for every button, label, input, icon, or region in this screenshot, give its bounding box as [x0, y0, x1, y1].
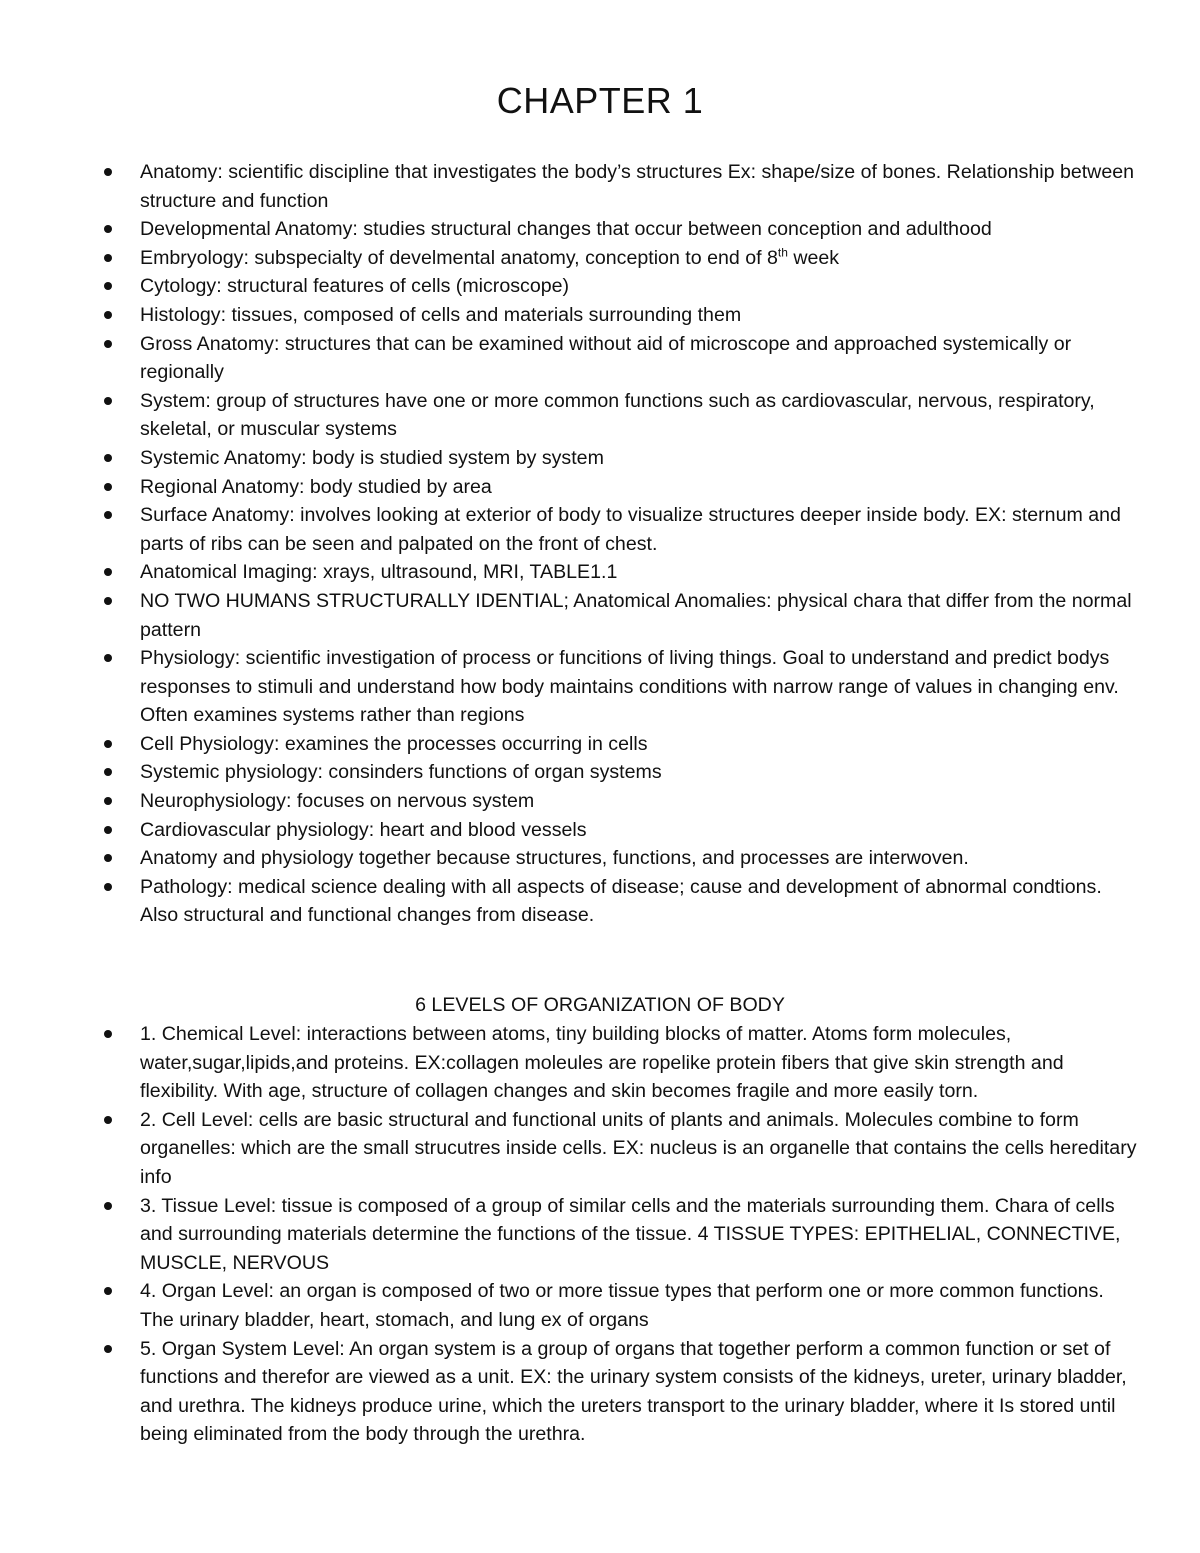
list-item [140, 244, 1140, 273]
list-item [140, 1192, 1140, 1278]
list-item-text: 5. Organ System Level: An organ system is a group of organs that together perform a common function or set of functions and therefor are viewed as a unit. EX: the urinary system consists of the kidneys, ureter, urinary bladder, and urethra. The kidneys produce urine, which the ureters transport to the urinary bladder, where it Is stored until being eliminated from the body through the urethra. [140, 1337, 1127, 1446]
section-heading: 6 LEVELS OF ORGANIZATION OF BODY [415, 994, 785, 1016]
list-item [140, 730, 1140, 759]
bullet-icon [104, 826, 112, 834]
bullet-icon [104, 397, 112, 405]
list-item [140, 758, 1140, 787]
list-item-text: Surface Anatomy: involves looking at exterior of body to visualize structures deeper inside body. EX: sternum and parts of ribs can be seen and palpated on the front of chest. [140, 504, 1121, 555]
bullet-icon [104, 340, 112, 348]
list-item-text: Cell Physiology: examines the processes occurring in cells [140, 732, 648, 755]
bullet-icon [104, 254, 112, 262]
list-item-text: Pathology: medical science dealing with all aspects of disease; cause and development of abnormal condtions. Also structural and functional changes from disease. [140, 875, 1102, 927]
list-item-text: Neurophysiology: focuses on nervous system [140, 790, 535, 813]
list-item-text: Developmental Anatomy: studies structural changes that occur between conception and adulthood [140, 218, 992, 241]
list-item-text: Physiology: scientific investigation of process or funcitions of living things. Goal to understand and predict bodys responses to stimuli and understand how body maintains conditions with narrow range of values in changing env. Often examines systems rather than regions [140, 647, 1119, 727]
bullet-icon [104, 311, 112, 319]
list-item-text: 3. Tissue Level: tissue is composed of a group of similar cells and the materials surrounding them. Chara of cells and surrounding materials determine the functions of the tissue. 4 TISSUE TYPES: EPITHELIAL, CONNECTIVE, MUSCLE, NERVOUS [140, 1194, 1121, 1274]
list-item [140, 816, 1140, 845]
list-item [140, 1106, 1140, 1192]
list-item-text: Anatomy and physiology together because structures, functions, and processes are interwoven. [140, 847, 969, 870]
list-item [140, 330, 1140, 387]
bullet-icon [104, 1116, 112, 1124]
bullet-icon [104, 797, 112, 805]
list-item-text: 4. Organ Level: an organ is composed of two or more tissue types that perform one or more common functions. The urinary bladder, heart, stomach, and lung ex of organs [140, 1280, 1104, 1331]
list-item-text: Systemic physiology: consinders functions of organ systems [140, 761, 662, 784]
list-item [140, 787, 1140, 816]
list-item [140, 644, 1140, 730]
definitions-list [140, 158, 1140, 930]
list-item-text: Cytology: structural features of cells (microscope) [140, 275, 570, 298]
bullet-icon [104, 883, 112, 891]
bullet-icon [104, 483, 112, 491]
list-item [140, 1277, 1140, 1334]
list-item [140, 387, 1140, 444]
page-title: CHAPTER 1 [496, 80, 704, 121]
list-item-text: Regional Anatomy: body studied by area [140, 475, 492, 498]
levels-list [140, 1020, 1140, 1449]
list-item-text: Embryology: subspecialty of develmental anatomy, conception to end of 8 [140, 246, 778, 269]
bullet-icon [104, 1345, 112, 1353]
bullet-icon [104, 568, 112, 576]
list-item-text: System: group of structures have one or more common functions such as cardiovascular, nervous, respiratory, skeletal, or muscular systems [140, 389, 1095, 441]
bullet-icon [104, 597, 112, 605]
bullet-icon [104, 168, 112, 176]
list-item-text: 1. Chemical Level: interactions between atoms, tiny building blocks of matter. Atoms form molecules, water,sugar,lipids,and proteins. EX:collagen moleules are ropelike protein fibers that give skin strength and flexibility. With age, structure of collagen changes and skin becomes fragile and more easily torn. [140, 1023, 1064, 1103]
list-item-text: Anatomical Imaging: xrays, ultrasound, MRI, TABLE1.1 [140, 561, 618, 584]
list-item [140, 1020, 1140, 1106]
bullet-icon [104, 768, 112, 776]
bullet-icon [104, 1030, 112, 1038]
list-item-text: Systemic Anatomy: body is studied system by system [140, 446, 604, 469]
list-item [140, 501, 1140, 558]
list-item [140, 215, 1140, 244]
list-item-text: Histology: tissues, composed of cells and materials surrounding them [140, 303, 742, 326]
bullet-icon [104, 854, 112, 862]
list-item-text: Cardiovascular physiology: heart and blood vessels [140, 818, 587, 841]
list-item [140, 272, 1140, 301]
bullet-icon [104, 654, 112, 662]
list-item-text: NO TWO HUMANS STRUCTURALLY IDENTIAL; Anatomical Anomalies: physical chara that differ from the normal pattern [140, 589, 1132, 641]
bullet-icon [104, 1202, 112, 1210]
bullet-icon [104, 740, 112, 748]
superscript: th [777, 245, 788, 260]
list-item [140, 873, 1140, 930]
list-item [140, 558, 1140, 587]
bullet-icon [104, 282, 112, 290]
bullet-icon [104, 511, 112, 519]
bullet-icon [104, 454, 112, 462]
bullet-icon [104, 225, 112, 233]
list-item-text: Gross Anatomy: structures that can be examined without aid of microscope and approached systemically or regionally [140, 332, 1072, 384]
list-item-text: Anatomy: scientific discipline that investigates the body’s structures Ex: shape/size of bones. Relationship between structure and function [140, 161, 1135, 212]
list-item [140, 158, 1140, 215]
list-item [140, 587, 1140, 644]
list-item [140, 444, 1140, 473]
list-item [140, 1335, 1140, 1449]
list-item-text: 2. Cell Level: cells are basic structural and functional units of plants and animals. Molecules combine to form organelles: which are the small strucutres inside cells. EX: nucleus is an organelle that contains the cells hereditary info [140, 1108, 1137, 1188]
list-item [140, 473, 1140, 502]
list-item [140, 301, 1140, 330]
list-item-text-end: week [787, 246, 840, 269]
list-item [140, 844, 1140, 873]
bullet-icon [104, 1287, 112, 1295]
